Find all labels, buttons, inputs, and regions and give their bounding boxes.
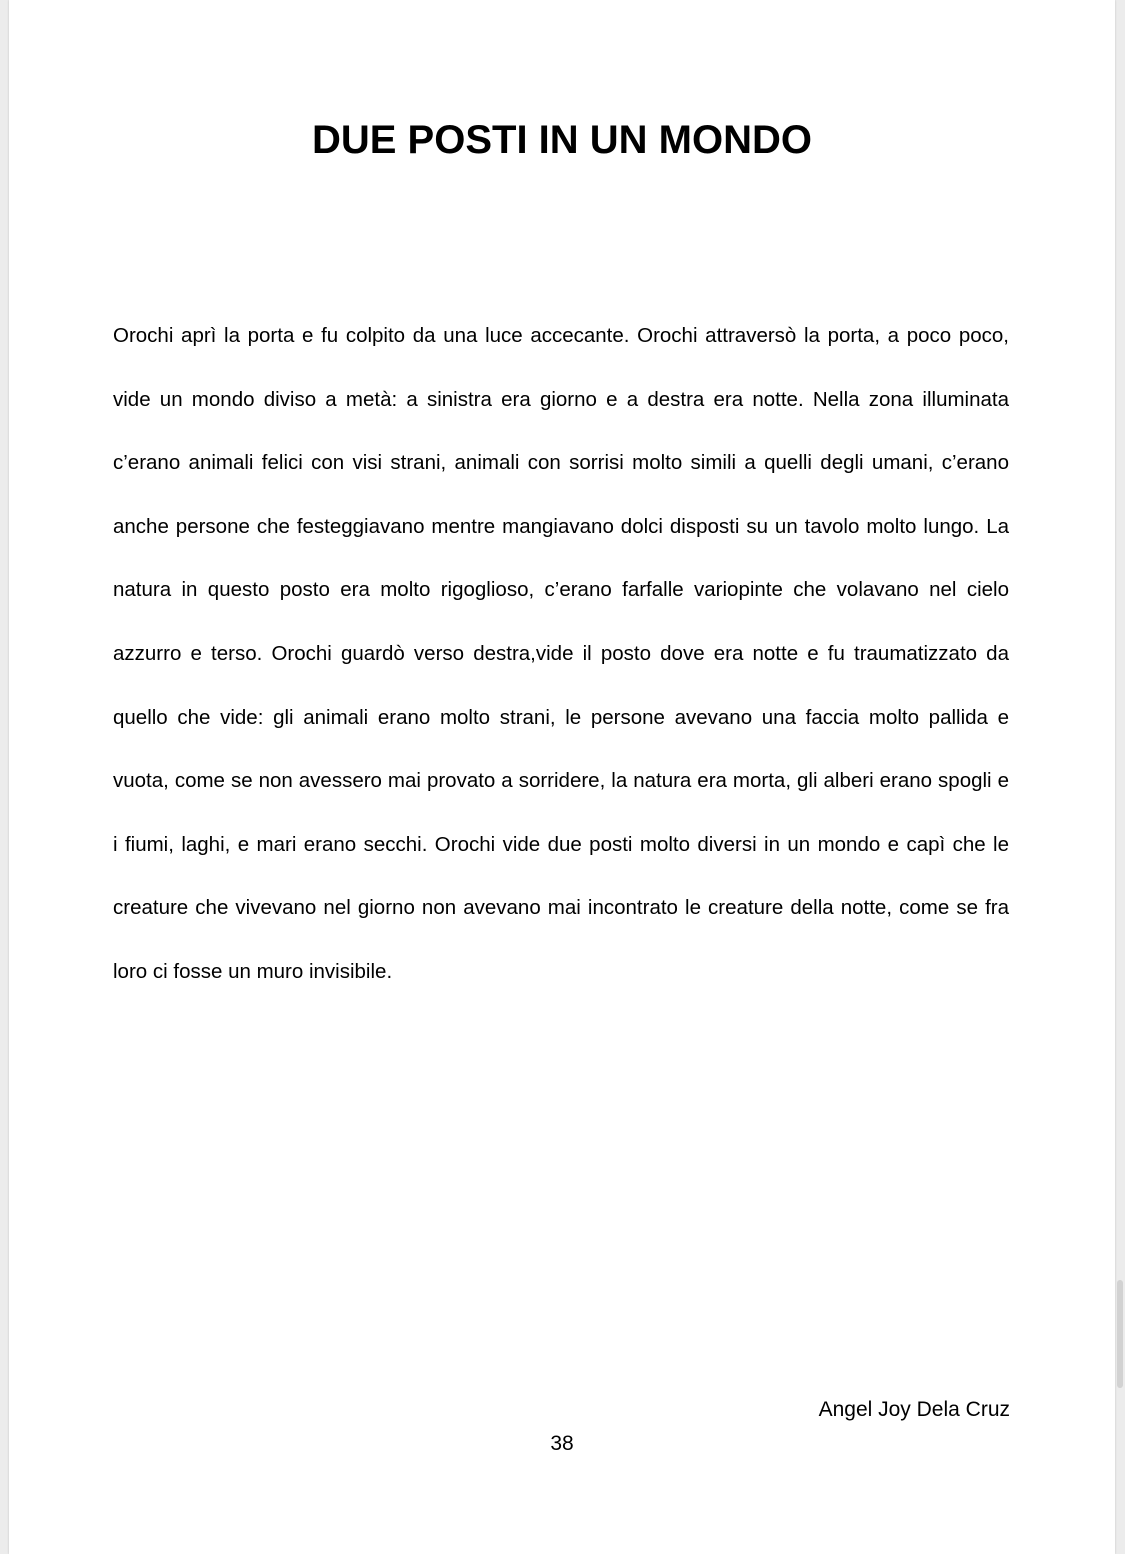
body-paragraph: Orochi aprì la porta e fu colpito da una luce accecante. Orochi attraversò la porta, a poco poco, vide un mondo diviso a metà: a sinistra era giorno e a destra era notte. Nella zona illuminata c’erano animali felici con visi strani, animali con sorrisi molto simili a quelli degli umani, c’erano anche persone che festeggiavano mentre mangiavano dolci disposti su un tavolo molto lungo. La natura in questo posto era molto rigoglioso, c’erano farfalle variopinte che volavano nel cielo azzurro e terso. Orochi guardò verso destra,vide il posto dove era notte e fu traumatizzato da quello che vide: gli animali erano molto strani, le persone avevano una faccia molto pallida e vuota, come se non avessero mai provato a sorridere, la natura era morta, gli alberi erano spogli e i fiumi, laghi, e mari erano secchi. Orochi vide due posti molto diversi in un mondo e capì che le creature che vivevano nel giorno non avevano mai incontrato le creature della notte, come se fra loro ci fosse un muro invisibile. — [113, 324, 1009, 983]
page-number: 38 — [550, 1432, 574, 1455]
author-name: Angel Joy Dela Cruz — [818, 1398, 1010, 1421]
document-page — [9, 0, 1115, 1554]
vertical-scrollbar[interactable] — [1117, 1280, 1123, 1388]
page-title: DUE POSTI IN UN MONDO — [311, 118, 813, 162]
